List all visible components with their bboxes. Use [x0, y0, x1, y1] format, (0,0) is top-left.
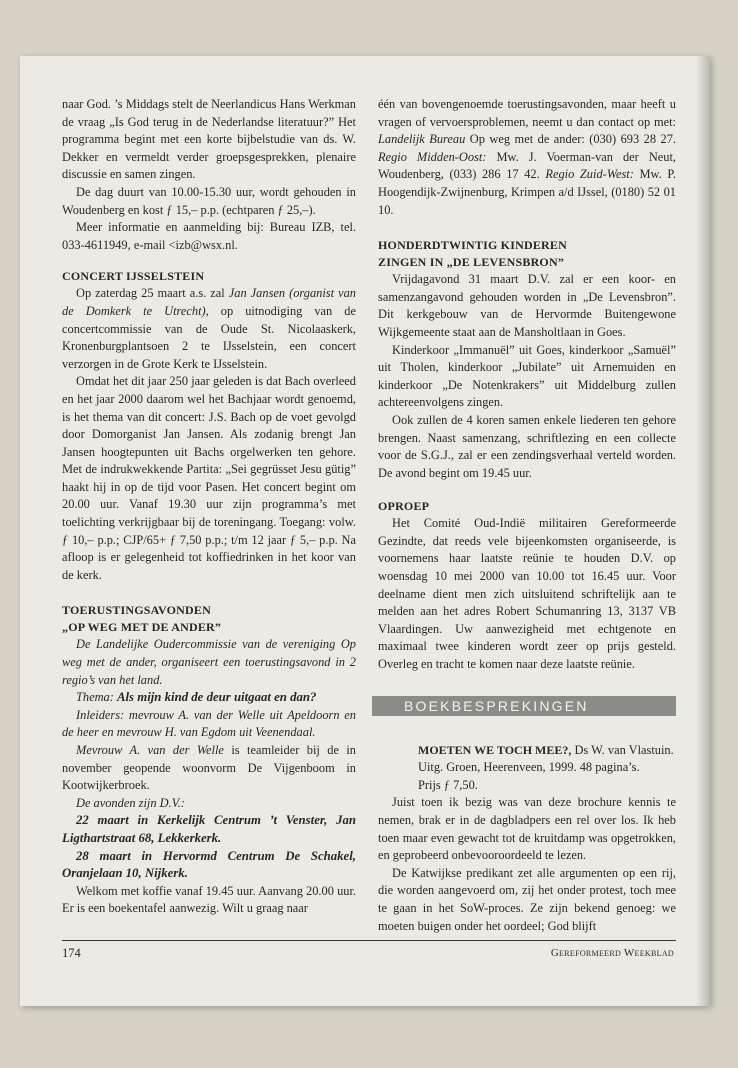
contact-paragraph: één van bovengenoemde toerustingsavonden, maar heeft u vragen of vervoersproblemen, neemt u dan contact op met: Landelijk Bureau Op weg met de ander: (030) 693 28 27. Regio Midden-Oost: Mw. J. Voerman-van der Neut, Woudenberg, (033) 286 17 42. Regio Zuid-West: Mw. P. Hoogendijk-Zwijnenburg, Krimpen a/d IJssel, (0180) 52 01 10. [378, 97, 677, 217]
page-fold-shadow [696, 56, 710, 1006]
oproep-paragraph: Het Comité Oud-Indië militairen Gereformeerde Gezindte, dat reeds vele bijeenkomsten organiseerde, is voornemens haar laatste reünie te houden D.V. op woensdag 10 mei 2000 van 10.00 tot 16.45 uur. Voor deelname dient men zich uitsluitend schriftelijk aan te melden aan het adres Robert Schumanring 13, 3137 VB Vlaardingen. Uw aanwezigheid met echtgenote en maximaal twee kinderen wordt zeer op prijs gesteld. Overleg en tracht te komen naar deze laatste reünie. [378, 516, 676, 672]
toerusting-theme: Thema: Als mijn kind de deur uitgaat en dan? [76, 690, 317, 705]
concert-paragraph: Omdat het dit jaar 250 jaar geleden is dat Bach overleed en het jaar 2000 daarom wel het Bachjaar wordt genoemd, is het thema van dit concert: J.S. Bach op de voet gevolgd door Domorganist Jan Jansen. Als zodanig brengt Jan Jansen hoogtepunten uit Bachs orgelwerken ten gehore. Met de indrukwekkende Partita: „Sei gegrüsset Jesu gütig” haakt hij in op de tijd voor Pasen. Het concert begint om 20.00 uur. Vanaf 19.30 uur zijn programma’s met toelichting verkrijgbaar bij de toreningang. Toegang: volw. ƒ 10,– p.p.; CJP/65+ ƒ 7,50 p.p.; t/m 12 jaar ƒ 5,– p.p. Na afloop is er gelegenheid tot koffiedrinken in het koor van de kerk. [62, 374, 356, 582]
kinderen-paragraph: Kinderkoor „Immanuël” uit Goes, kinderkoor „Samuël” uit Tholen, kinderkoor „Jubilate” uit Arnemuiden en kinderkoor „De Notenkrakers” uit Middelburg zullen achtereenvolgens zingen. [378, 342, 676, 410]
book-review-header: MOETEN WE TOCH MEE?, Ds W. van Vlastuin. Uitg. Groen, Heerenveen, 1999. 48 pagina’s. Prijs ƒ 7,50. [418, 742, 674, 792]
right-column [378, 96, 676, 935]
heading-oproep: OPROEP [378, 499, 430, 514]
intro-paragraph: Meer informatie en aanmelding bij: Bureau IZB, tel. 033-4611949, e-mail <izb@wsx.nl. [62, 220, 356, 252]
heading-toerusting: TOERUSTINGSAVONDEN „OP WEG MET DE ANDER” [62, 603, 222, 635]
toerusting-intro: De Landelijke Oudercommissie van de vereniging Op weg met de ander, organiseert een toerustingsavond in 2 regio’s van het land. [62, 637, 356, 687]
section-banner-boekbesprekingen: BOEKBESPREKINGEN [372, 696, 676, 716]
toerusting-paragraph: Mevrouw A. van der Welle is teamleider bij de in november geopende woonvorm De Vijgenboom in Kootwijkerbroek. [62, 743, 356, 793]
toerusting-date: 28 maart in Hervormd Centrum De Schakel, Oranjelaan 10, Nijkerk. [62, 848, 356, 881]
intro-paragraph: naar God. ’s Middags stelt de Neerlandicus Hans Werkman de vraag „Is God terug in de Nederlandse literatuur?” Het programma begint met een korte bijbelstudie van ds. W. Dekker en vermeldt verder groepsgesprekken, plenaire discussie en samen zingen. [62, 97, 356, 182]
heading-kinderen: HONDERDTWINTIG KINDEREN ZINGEN IN „DE LEVENSBRON” [378, 238, 567, 270]
page-number: 174 [62, 946, 81, 960]
toerusting-date: 22 maart in Kerkelijk Centrum ’t Venster, Jan Ligthartstraat 68, Lekkerkerk. [62, 813, 356, 845]
footer-divider [62, 940, 676, 941]
intro-paragraph: De dag duurt van 10.00-15.30 uur, wordt gehouden in Woudenberg en kost ƒ 15,– p.p. (echtparen ƒ 25,–). [62, 184, 356, 217]
book-review-paragraph: De Katwijkse predikant zet alle argumenten op een rij, die worden aangevoerd om, zij het onder protest, toch mee te gaan in het SoW-proces. Ze zijn bekend genoeg: we moeten buigen onder het oordeel; God blijft [378, 865, 676, 933]
book-review-paragraph: Juist toen ik bezig was van deze brochure kennis te nemen, brak er in de dagbladpers een rel over los. Ik heb toen maar even gewacht tot de kruitdamp was opgetrokken, en geprobeerd onbevooroordeeld te lezen. [378, 795, 676, 863]
toerusting-paragraph: Welkom met koffie vanaf 19.45 uur. Aanvang 20.00 uur. Er is een boekentafel aanwezig. Wilt u graag naar [62, 883, 356, 916]
magazine-name: Gereformeerd Weekblad [550, 947, 674, 959]
kinderen-paragraph: Ook zullen de 4 koren samen enkele liederen ten gehore brengen. Naast samenzang, schriftlezing en een collecte voor de S.G.J., zal er een zendingsverhaal verteld worden. De avond begint om 19.45 uur. [378, 412, 676, 480]
left-column [62, 96, 356, 918]
toerusting-speakers: Inleiders: mevrouw A. van der Welle uit Apeldoorn en de heer en mevrouw H. van Egdom uit Veenendaal. [62, 707, 356, 740]
kinderen-paragraph: Vrijdagavond 31 maart D.V. zal er een koor- en samenzangavond gehouden worden in „De Levensbron”. Dit kerkgebouw van de Hervormde Buitengewone Wijkgemeente staat aan de Mansholtlaan in Goes. [378, 272, 676, 339]
magazine-page [20, 56, 710, 1006]
toerusting-dates-label: De avonden zijn D.V.: [76, 795, 185, 810]
heading-concert: CONCERT IJSSELSTEIN [62, 269, 205, 284]
concert-paragraph: Op zaterdag 25 maart a.s. zal Jan Jansen (organist van de Domkerk te Utrecht), op uitnodiging van de concertcommissie van de Oude St. Nicolaaskerk, Kronenburgplantsoen 2 te IJsselstein, een concert verzorgen in de Grote Kerk te IJsselstein. [62, 286, 356, 371]
